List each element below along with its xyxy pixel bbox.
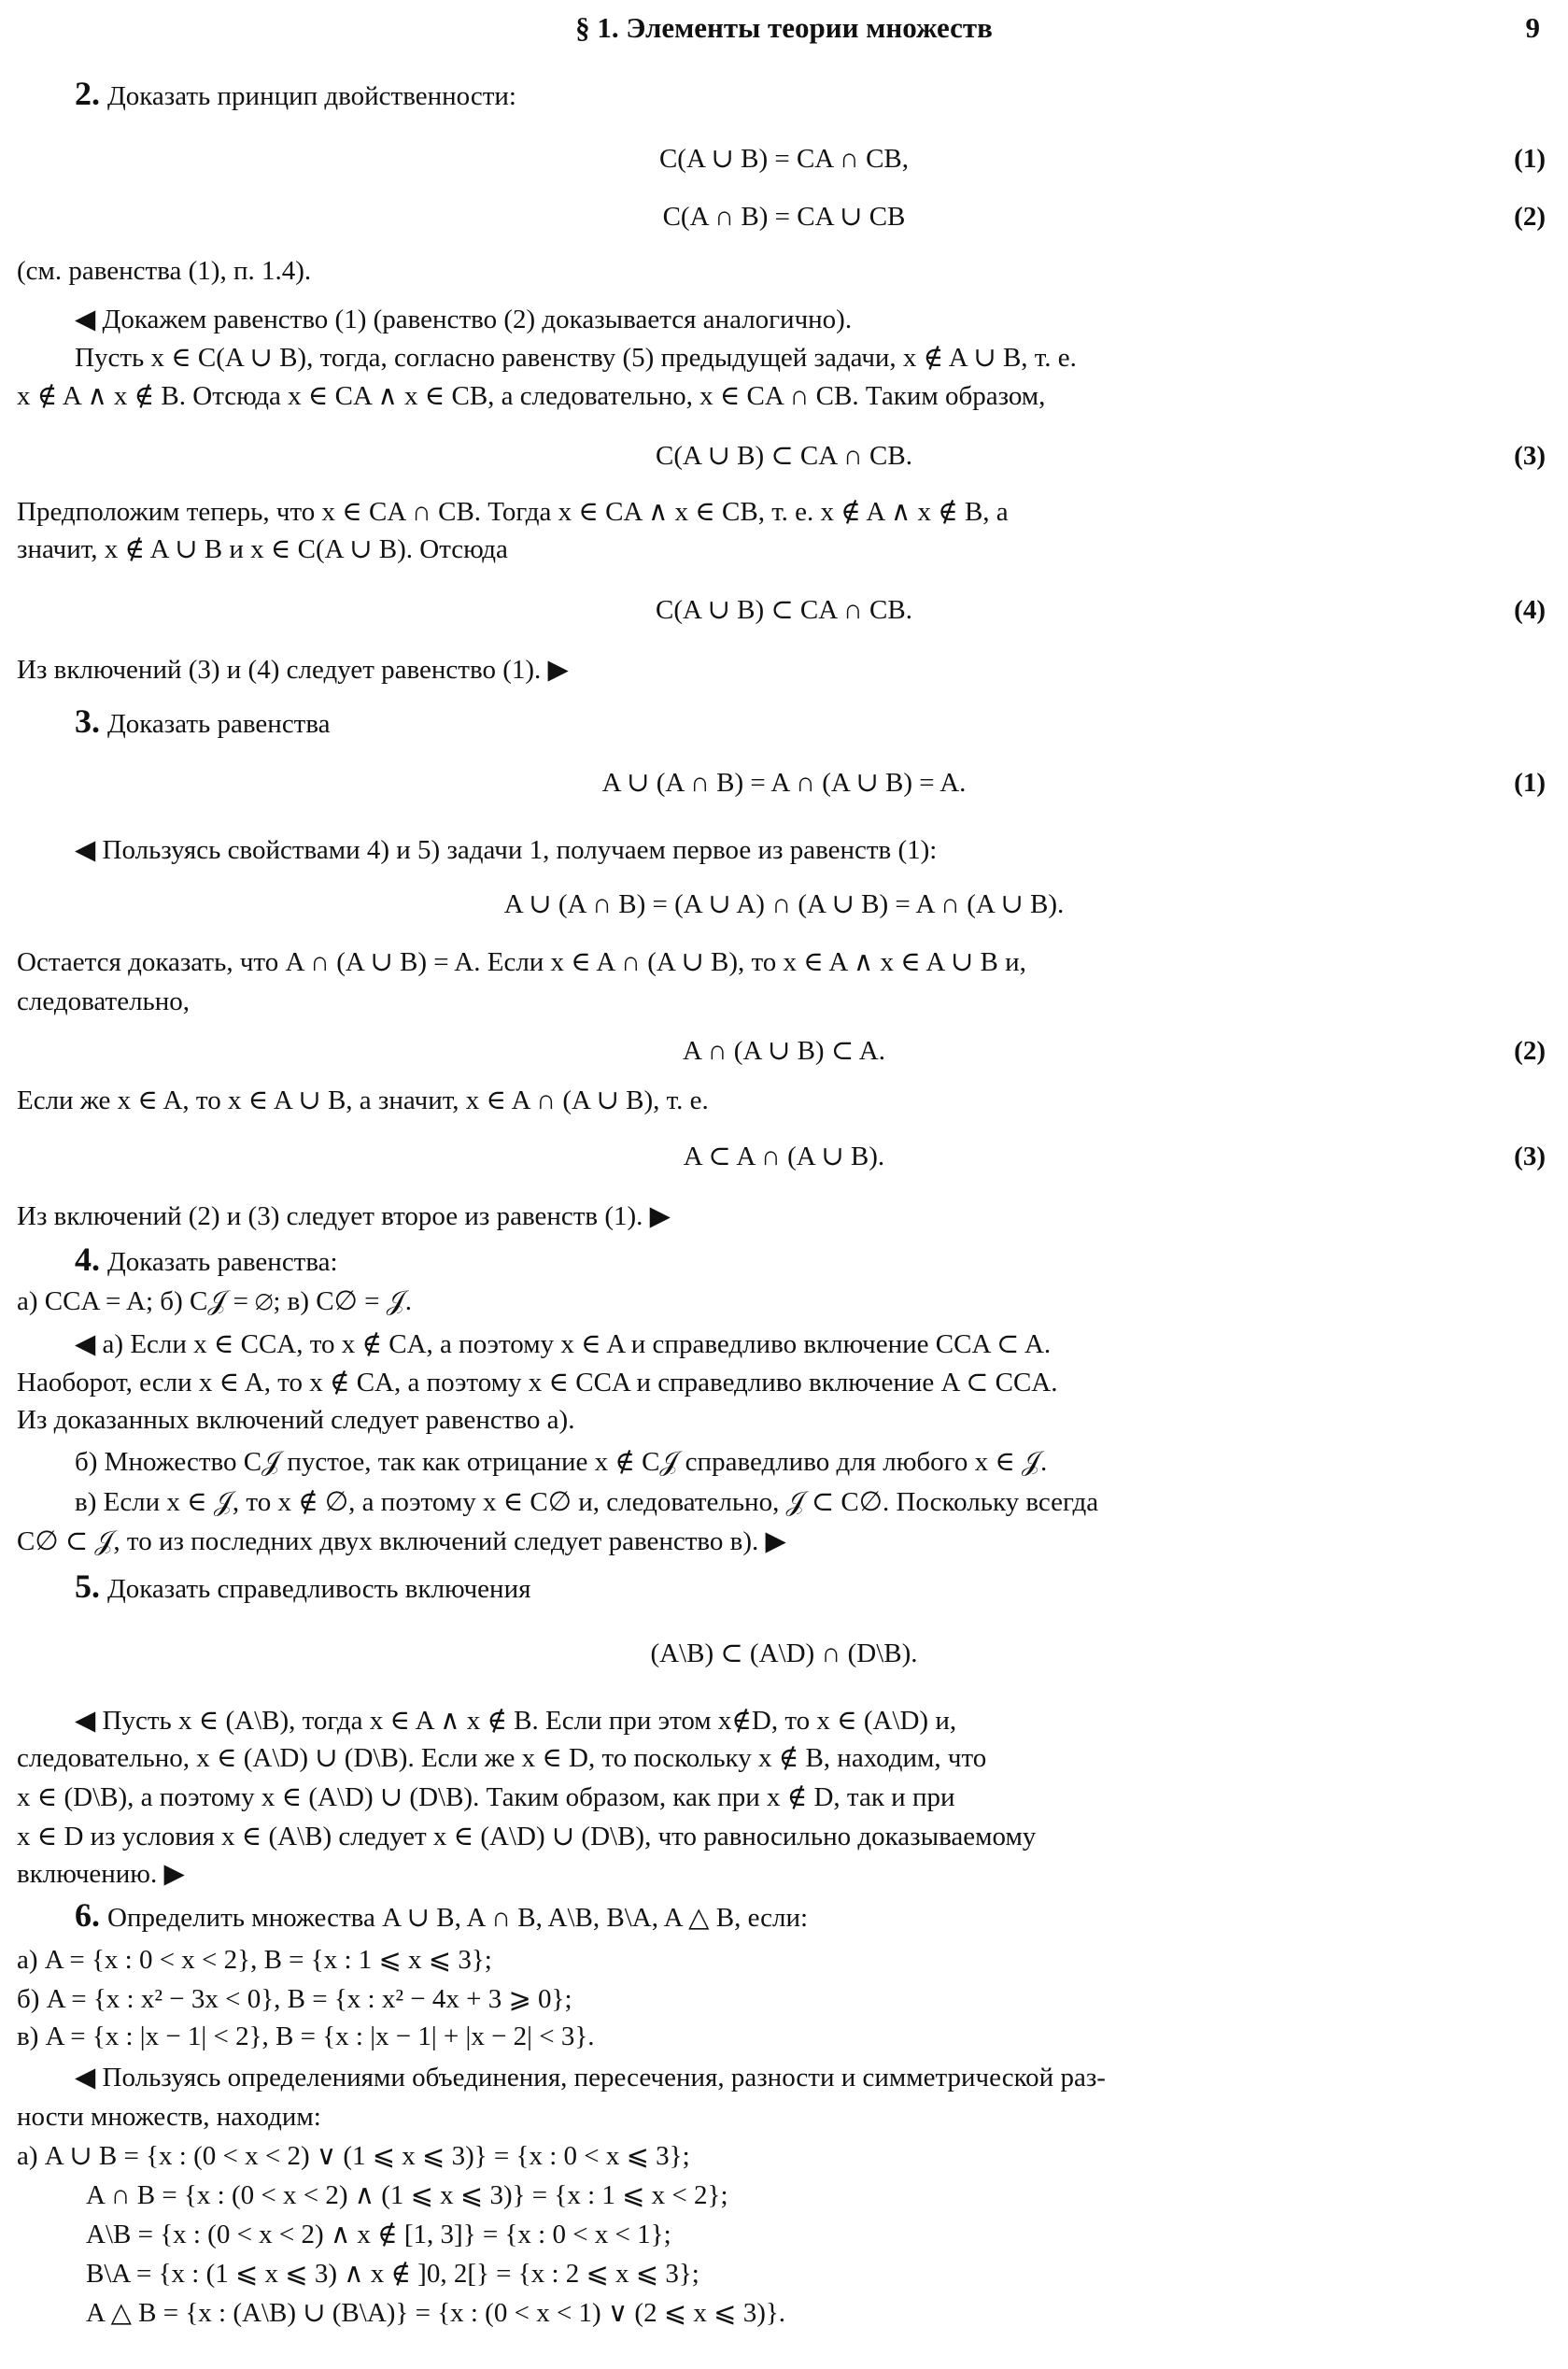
text-line <box>75 301 1551 338</box>
text-line <box>75 1326 1551 1363</box>
problem-heading <box>75 1568 1551 1608</box>
text-line <box>17 1855 1551 1893</box>
line-text: ности множеств, находим: <box>17 2102 321 2132</box>
line-text: C(A ∪ B) ⊂ CA ∩ CB. <box>655 595 912 625</box>
line-text: а) A ∪ B = {x : (0 < x < 2) ∨ (1 ⩽ x ⩽ 3)} = {x : 0 < x ⩽ 3}; <box>17 2141 690 2171</box>
page-number: 9 <box>1525 11 1540 44</box>
line-text: C(A ∪ B) = CA ∩ CB, <box>658 144 910 174</box>
text-line <box>17 252 1551 290</box>
line-text: (см. равенства (1), п. 1.4). <box>17 256 312 286</box>
line-text: Пусть x ∈ C(A ∪ B), тогда, согласно равенству (5) предыдущей задачи, x ∉ A ∪ B, т. е. <box>75 343 1077 373</box>
text-line <box>17 1401 1551 1439</box>
text-line <box>17 377 1551 415</box>
text-line <box>17 1364 1551 1401</box>
equation <box>0 764 1568 801</box>
line-text: Из включений (3) и (4) следует равенство (1). ▶ <box>17 655 569 685</box>
text-line <box>17 1779 1551 1816</box>
line-text: Доказать справедливость включения <box>107 1574 531 1604</box>
line-text: а) CCA = A; б) C𝒥 = ∅; в) C∅ = 𝒥. <box>17 1286 413 1316</box>
line-text: A\B = {x : (0 < x < 2) ∧ x ∉ [1, 3]} = {x : 0 < x < 1}; <box>86 2220 671 2249</box>
line-text: C∅ ⊂ 𝒥, то из последних двух включений следует равенство в). ▶ <box>17 1526 786 1556</box>
problem-number: 2. <box>75 75 100 112</box>
equation <box>0 1032 1568 1070</box>
equation <box>0 591 1568 629</box>
line-text: A ∪ (A ∩ B) = (A ∪ A) ∩ (A ∪ B) = A ∩ (A ∪ B). <box>503 889 1065 919</box>
line-text: ◀ Пользуясь свойствами 4) и 5) задачи 1, получаем первое из равенств (1): <box>75 835 938 865</box>
text-line <box>17 943 1551 981</box>
line-text: б) A = {x : x² − 3x < 0}, B = {x : x² − 4x + 3 ⩾ 0}; <box>17 1984 572 2014</box>
line-text: ◀ Пользуясь определениями объединения, пересечения, разности и симметрической раз- <box>75 2063 1106 2092</box>
problem-heading <box>75 1241 1551 1281</box>
problem-heading <box>75 75 1551 115</box>
line-text: A ∩ (A ∪ B) ⊂ A. <box>683 1036 885 1066</box>
line-text: Если же x ∈ A, то x ∈ A ∪ B, а значит, x ∈ A ∩ (A ∪ B), т. е. <box>17 1085 709 1115</box>
text-line <box>86 2216 1551 2253</box>
line-text: Доказать равенства <box>107 709 331 739</box>
line-text: ◀ Пусть x ∈ (A\B), тогда x ∈ A ∧ x ∉ B. Если при этом x∉D, то x ∈ (A\D) и, <box>75 1706 957 1736</box>
line-text: включению. ▶ <box>17 1859 185 1889</box>
equation <box>0 198 1568 235</box>
line-text: ◀ а) Если x ∈ CCA, то x ∉ CA, а поэтому x ∈ A и справедливо включение CCA ⊂ A. <box>75 1329 1052 1359</box>
text-line <box>17 1283 1551 1320</box>
equation-number: (1) <box>1514 144 1546 174</box>
line-text: A ∩ B = {x : (0 < x < 2) ∧ (1 ⩽ x ⩽ 3)} = {x : 1 ⩽ x < 2}; <box>86 2180 728 2210</box>
equation <box>0 1635 1568 1672</box>
line-text: x ∈ D из условия x ∈ (A\B) следует x ∈ (A\D) ∪ (D\B), что равносильно доказываемому <box>17 1822 1037 1851</box>
text-line <box>17 1198 1551 1235</box>
text-line <box>86 2294 1551 2332</box>
equation-number: (4) <box>1514 595 1546 625</box>
line-text: A ⊂ A ∩ (A ∪ B). <box>683 1142 885 1171</box>
equation <box>0 140 1568 177</box>
line-text: а) A = {x : 0 < x < 2}, B = {x : 1 ⩽ x ⩽ 3}; <box>17 1945 492 1975</box>
text-line <box>86 2255 1551 2292</box>
line-text: ◀ Докажем равенство (1) (равенство (2) доказывается аналогично). <box>75 305 853 334</box>
line-text: B\A = {x : (1 ⩽ x ⩽ 3) ∧ x ∉ ]0, 2[} = {x : 2 ⩽ x ⩽ 3}; <box>86 2259 699 2289</box>
line-text: A ∪ (A ∩ B) = A ∩ (A ∪ B) = A. <box>601 768 967 798</box>
equation-number: (3) <box>1514 1142 1546 1171</box>
line-text: в) Если x ∈ 𝒥, то x ∉ ∅, а поэтому x ∈ C∅ и, следовательно, 𝒥 ⊂ C∅. Поскольку всегда <box>75 1487 1099 1517</box>
text-line <box>17 983 1551 1020</box>
equation-number: (3) <box>1514 441 1546 471</box>
text-line <box>75 339 1551 376</box>
line-text: x ∈ (D\B), а поэтому x ∈ (A\D) ∪ (D\B). Таким образом, как при x ∉ D, так и при <box>17 1782 955 1812</box>
text-line <box>17 651 1551 688</box>
text-line <box>17 1980 1551 2018</box>
line-text: C(A ∩ B) = CA ∪ CB <box>662 202 906 232</box>
problem-number: 3. <box>75 702 100 740</box>
text-line <box>17 1739 1551 1777</box>
running-header-title: § 1. Элементы теории множеств <box>575 11 993 44</box>
equation-number: (1) <box>1514 768 1546 798</box>
problem-number: 6. <box>75 1896 100 1934</box>
line-text: Из включений (2) и (3) следует второе из равенств (1). ▶ <box>17 1201 671 1231</box>
equation-number: (2) <box>1514 1036 1546 1066</box>
text-line <box>17 2018 1551 2055</box>
problem-number: 4. <box>75 1241 100 1278</box>
text-line <box>17 1941 1551 1979</box>
line-text: Предположим теперь, что x ∈ CA ∩ CB. Тогда x ∈ CA ∧ x ∈ CB, т. е. x ∉ A ∧ x ∉ B, а <box>17 497 1009 527</box>
line-text: Доказать равенства: <box>107 1247 338 1277</box>
text-line <box>17 2137 1551 2175</box>
line-text: в) A = {x : |x − 1| < 2}, B = {x : |x − 1| + |x − 2| < 3}. <box>17 2021 595 2051</box>
text-line <box>75 831 1551 869</box>
text-line <box>75 2059 1551 2096</box>
equation <box>0 886 1568 923</box>
line-text: Наоборот, если x ∈ A, то x ∉ CA, а поэтому x ∈ CCA и справедливо включение A ⊂ CCA. <box>17 1368 1058 1397</box>
line-text: Остается доказать, что A ∩ (A ∪ B) = A. Если x ∈ A ∩ (A ∪ B), то x ∈ A ∧ x ∈ A ∪ B и, <box>17 947 1026 977</box>
line-text: C(A ∪ B) ⊂ CA ∩ CB. <box>655 441 912 471</box>
line-text: б) Множество C𝒥 пустое, так как отрицание x ∉ C𝒥 справедливо для любого x ∈ 𝒥. <box>75 1447 1048 1477</box>
text-line <box>86 2177 1551 2214</box>
equation <box>0 437 1568 475</box>
text-line <box>75 1443 1551 1481</box>
line-text: Определить множества A ∪ B, A ∩ B, A\B, B\A, A △ B, если: <box>107 1903 809 1933</box>
line-text: следовательно, x ∈ (A\D) ∪ (D\B). Если же x ∈ D, то поскольку x ∉ B, находим, что <box>17 1743 987 1773</box>
text-line <box>17 1818 1551 1855</box>
line-text: x ∉ A ∧ x ∉ B. Отсюда x ∈ CA ∧ x ∈ CB, а следовательно, x ∈ CA ∩ CB. Таким образом, <box>17 381 1046 411</box>
line-text: Из доказанных включений следует равенство а). <box>17 1405 575 1435</box>
text-line <box>17 1082 1551 1119</box>
line-text: Доказать принцип двойственности: <box>107 81 516 111</box>
line-text: (A\B) ⊂ (A\D) ∩ (D\B). <box>650 1638 918 1668</box>
text-line <box>17 493 1551 531</box>
text-line <box>17 531 1551 568</box>
text-line <box>75 1702 1551 1739</box>
line-text: следовательно, <box>17 986 191 1016</box>
text-line <box>17 2098 1551 2135</box>
problem-heading <box>75 1896 1551 1936</box>
text-line <box>17 1523 1551 1560</box>
problem-heading <box>75 702 1551 743</box>
text-line <box>75 1483 1551 1521</box>
line-text: значит, x ∉ A ∪ B и x ∈ C(A ∪ B). Отсюда <box>17 534 508 564</box>
equation-number: (2) <box>1514 202 1546 232</box>
line-text: A △ B = {x : (A\B) ∪ (B\A)} = {x : (0 < x < 1) ∨ (2 ⩽ x ⩽ 3)}. <box>86 2298 786 2328</box>
equation <box>0 1138 1568 1175</box>
problem-number: 5. <box>75 1568 100 1605</box>
